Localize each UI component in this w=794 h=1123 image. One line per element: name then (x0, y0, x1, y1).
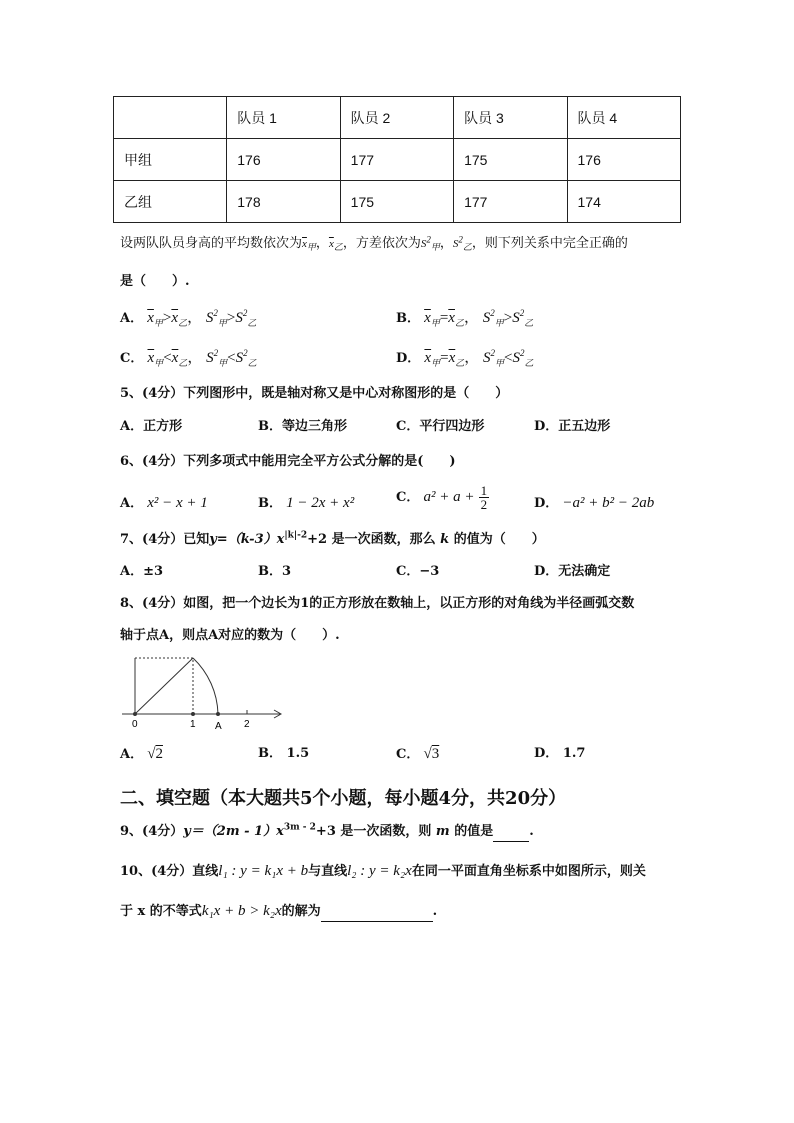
q8-option-d: D． 1.7 (534, 746, 586, 761)
q9-stem: 9、(4分）$y=(2m - 1)x^{3m - 2}+3$ 是一次函数，则 m 的值是 . (120, 822, 534, 842)
q6-option-b (258, 493, 354, 514)
option-label: B． (396, 311, 420, 326)
var-yi-symbol: $S^2_乙$ (452, 234, 472, 253)
q6-expr-d: −a² + b² − 2ab (562, 495, 655, 511)
q4-stem-text: ，则下列关系中完全正确的 (471, 236, 628, 251)
q8-stem-line1: 8、(4分）如图，把一个边长为1的正方形放在数轴上，以正方形的对角线为半径画弧交数 (120, 596, 635, 611)
q4-option-b: B． $\overline{x}_甲=\overline{x}_乙$， $S^2_甲>S^2_乙$ (396, 308, 534, 328)
q6-option-d (534, 493, 654, 514)
table-header-row (114, 97, 681, 139)
q6-stem: 6、(4分）下列多项式中能用完全平方公式分解的是( ) (120, 454, 456, 469)
q6-option-c (396, 484, 489, 511)
q10-stem-line1: 10、(4分）直线l₁ : y = k₁x + b与直线l₂ : y = k₂x在同一平面直角坐标系中如图所示，则关 (120, 863, 646, 879)
option-label: A． (120, 311, 144, 326)
q4-option-a: A． $\overline{x}_甲>\overline{x}_乙$， $S^2_甲>S^2_乙$ (120, 308, 257, 328)
number-line-figure (118, 650, 298, 734)
q4-option-d: D． $\overline{x}_甲=\overline{x}_乙$， $S^2_甲<S^2_乙$ (396, 348, 534, 368)
axis-label: 1 (190, 719, 196, 730)
line-l1-expr: l₁ : y = k₁x + b (218, 863, 309, 879)
answer-blank[interactable] (321, 921, 433, 922)
option-label: A． (120, 496, 144, 511)
q6-expr-b: 1 − 2x + x² (286, 495, 355, 511)
q8-option-a (120, 744, 163, 765)
sqrt-expr: √3 (423, 746, 440, 762)
line-l2-expr: l₂ : y = k₂x (347, 863, 412, 879)
answer-blank[interactable] (493, 841, 529, 842)
option-label: C． (396, 490, 420, 505)
q8-stem-line2: 轴于点A，则点A对应的数为（ ）. (120, 628, 340, 643)
point-0 (133, 712, 137, 716)
q5-option-b: B．等边三角形 (258, 419, 347, 434)
sqrt-expr: √2 (147, 746, 163, 762)
axis-label: 2 (244, 719, 250, 730)
table-cell: 176 (227, 139, 340, 181)
table-header-cell (114, 97, 227, 139)
axis-label: 0 (132, 719, 138, 730)
table-cell: 174 (567, 181, 680, 223)
q4-stem-text: ，方差依次为 (342, 236, 421, 251)
q7-stem: 7、(4分）已知$y=(k-3)x^{|k|-2}+2$ 是一次函数，那么 k 的值为（ ） (120, 530, 545, 547)
q5-option-d: D．正五边形 (534, 419, 611, 434)
q8-option-c (396, 744, 439, 765)
table-header-cell: 队员 1 (227, 97, 340, 139)
option-label: B． (258, 496, 282, 511)
q5-option-a: A．正方形 (120, 419, 183, 434)
q4-option-c: C． $\overline{x}_甲<\overline{x}_乙$， $S^2_甲<S^2_乙$ (120, 348, 257, 368)
table-header-cell: 队员 2 (340, 97, 453, 139)
var-jia-symbol: $S^2_甲$ (420, 234, 440, 253)
table-row-label: 乙组 (114, 181, 227, 223)
table-cell: 175 (340, 181, 453, 223)
table-cell: 175 (454, 139, 567, 181)
table-cell: 176 (567, 139, 680, 181)
q7-option-d: D．无法确定 (534, 564, 611, 579)
option-label: D． (396, 351, 421, 366)
table-row-label: 甲组 (114, 139, 227, 181)
option-label: C． (120, 351, 144, 366)
table-header-cell: 队员 3 (454, 97, 567, 139)
q7-option-a: A．±3 (120, 564, 164, 579)
option-label: A． (120, 747, 144, 762)
table-cell: 178 (227, 181, 340, 223)
point-a (216, 712, 220, 716)
table-cell: 177 (340, 139, 453, 181)
square-diagonal (135, 658, 193, 714)
q6-option-a (120, 493, 208, 514)
height-table (113, 96, 681, 223)
q7-option-b: B．3 (258, 564, 292, 579)
q7-option-c: C．−3 (396, 564, 440, 579)
q4-stem-line2: 是（ ）. (120, 274, 190, 289)
q4-stem-line1: 设两队队员身高的平均数依次为$\overline{x}_甲$，$\overline{x}_乙$，方差依次为$S^2_甲$，$S^2_乙$，则下列关系中完全正确的 (120, 234, 628, 253)
q5-option-c: C．平行四边形 (396, 419, 485, 434)
table-cell: 177 (454, 181, 567, 223)
option-label: C． (396, 747, 420, 762)
q8-option-b: B． 1.5 (258, 746, 310, 761)
section-title: 二、填空题（本大题共5个小题，每小题4分，共20分） (120, 788, 567, 809)
table-header-cell: 队员 4 (567, 97, 680, 139)
table-row (114, 139, 681, 181)
q6-fraction: $\frac{1}{2}$ (480, 483, 488, 512)
table-row (114, 181, 681, 223)
radius-arc (193, 658, 218, 714)
mean-yi-symbol: $\overline{x}_乙$ (328, 238, 343, 253)
point-1 (191, 712, 195, 716)
option-label: D． (534, 496, 559, 511)
q4-stem-text: 设两队队员身高的平均数依次为 (120, 236, 303, 251)
q6-expr-a: x² − x + 1 (147, 495, 208, 511)
q6-expr-c: a² + a + (423, 489, 475, 505)
q10-stem-line2: 于 x 的不等式k₁x + b > k₂x的解为 . (120, 901, 437, 922)
mean-jia-symbol: $\overline{x}_甲$ (302, 238, 316, 253)
q5-stem: 5、(4分）下列图形中，既是轴对称又是中心对称图形的是（ ） (120, 386, 509, 401)
axis-label: A (215, 721, 222, 732)
inequality-expr: k₁x + b > k₂x (201, 903, 282, 919)
